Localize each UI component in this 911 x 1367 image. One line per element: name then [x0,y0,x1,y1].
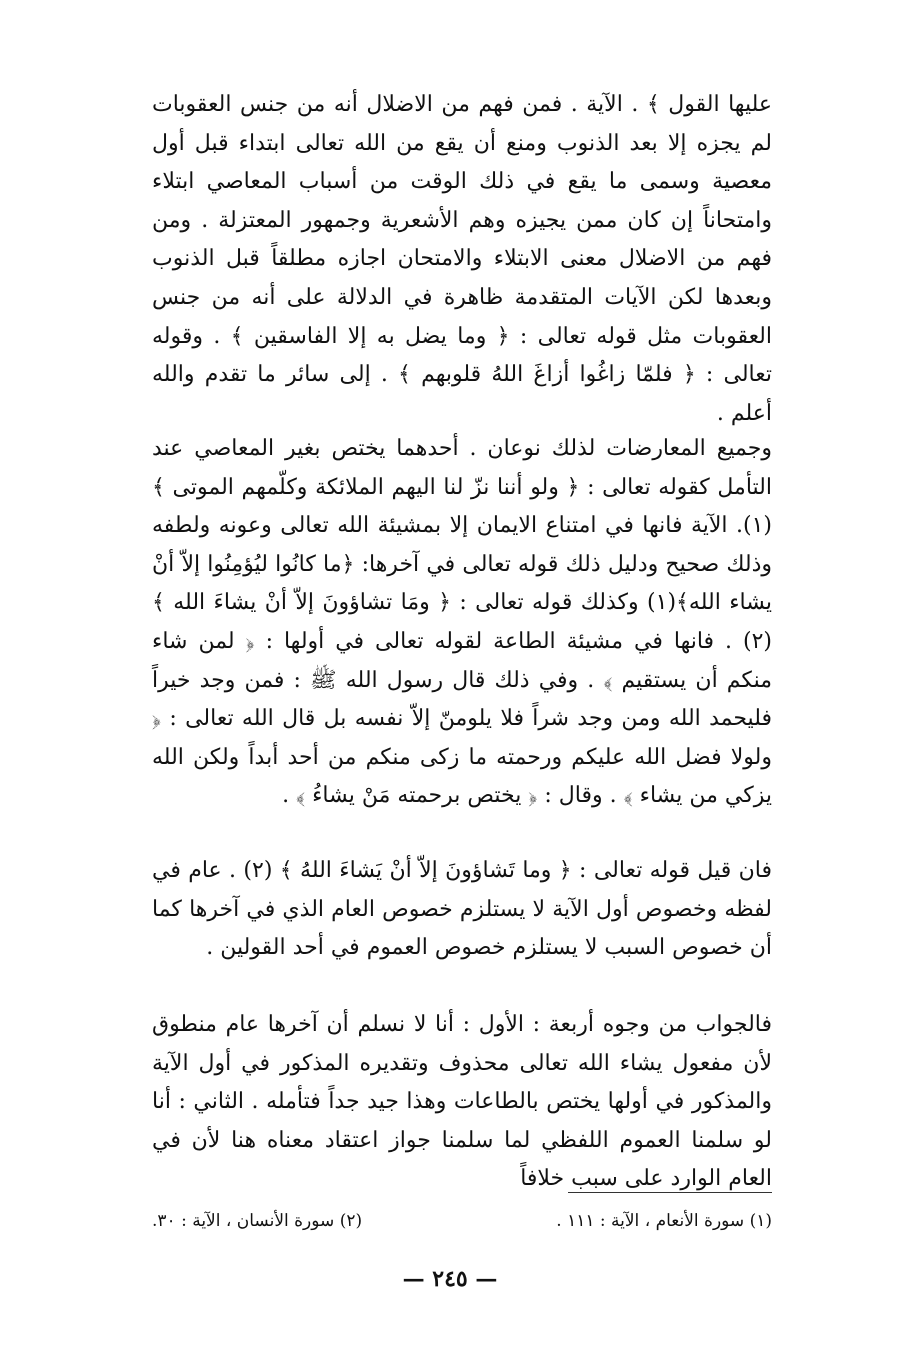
paragraph-text: وجميع المعارضات لذلك نوعان . أحدهما يختص بغير المعاصي عند التأمل كقوله تعالى : ﴿ ولو أننا نزّ لنا اليهم الملائكة وكلّمهم الموتى ﴾ (١). الآية فانها في امتناع الايمان إلا بمشيئة الله تعالى وعونه ولطفه وذلك صحيح ودليل ذلك قوله تعالى في آخرها: ﴿ما كانُوا ليُؤمِنُوا إلاّ أنْ يشاء الله﴾(١) وكذلك قوله تعالى : ﴿ ومَا تشاؤونَ إلاّ أنْ يشاءَ الله ﴾ (٢) . فانها في مشيئة الطاعة لقوله تعالى في أولها : ﴿ لمن شاء منكم أن يستقيم ﴾ . وفي ذلك قال رسول الله ﷺ : فمن وجد خيراً فليحمد الله ومن وجد شراً فلا يلومنّ إلاّ نفسه بل قال الله تعالى : ﴿ ولولا فضل الله عليكم ورحمته ما زكى منكم من أحد أبداً ولكن الله يزكي من يشاء ﴾ . وقال : ﴿ يختص برحمته مَنْ يشاءُ ﴾ . [152,436,772,809]
footnote-divider [568,1192,772,1193]
footnote-1: (١) سورة الأنعام ، الآية : ١١١ . [556,1211,772,1231]
footnote-2: (٢) سورة الأنسان ، الآية : ٣٠. [152,1211,363,1231]
paragraph-text: فان قيل قوله تعالى : ﴿ وما تَشاؤونَ إلاّ أنْ يَشاءَ اللهُ ﴾ (٢) . عام في لفظه وخصوص أول الآية لا يستلزم خصوص العام الذي في آخرها كما أن خصوص السبب لا يستلزم خصوص العموم في أحد القولين . [152,858,772,961]
paragraph-text: فالجواب من وجوه أربعة : الأول : أنا لا نسلم أن آخرها عام منطوق لأن مفعول يشاء الله تعالى محذوف وتقديره المذكور في أول الآية والمذكور في أولها يختص بالطاعات وهذا جيد جداً فتأمله . الثاني : أنا لو سلمنا العموم اللفظي لما سلمنا جواز اعتقاد معناه هنا لأن في العام الوارد على سبب خلافاً [152,1012,772,1192]
footnotes [152,1206,772,1236]
body-paragraph [152,852,772,968]
body-paragraph [152,430,772,816]
paragraph-text: عليها القول ﴾ . الآية . فمن فهم من الاضلال أنه من جنس العقوبات لم يجزه إلا بعد الذنوب ومنع أن يقع من الله تعالى ابتداء قبل أول معصية وسمى ما يقع في ذلك الوقت من أسباب المعاصي ابتلاء وامتحاناً إن كان ممن يجيزه وهم الأشعرية وجمهور المعتزلة . ومن فهم من الاضلال معنى الابتلاء والامتحان اجازه مطلقاً قبل الذنوب وبعدها لكن الآيات المتقدمة ظاهرة في الدلالة على أنه من جنس العقوبات مثل قوله تعالى : ﴿ وما يضل به إلا الفاسقين ﴾ . وقوله تعالى : ﴿ فلمّا زاغُوا أزاغَ اللهُ قلوبهم ﴾ . إلى سائر ما تقدم والله أعلم . [152,92,772,426]
page-number: — ٢٤٥ — [402,1266,498,1292]
body-paragraph [152,86,772,433]
body-paragraph [152,1006,772,1199]
